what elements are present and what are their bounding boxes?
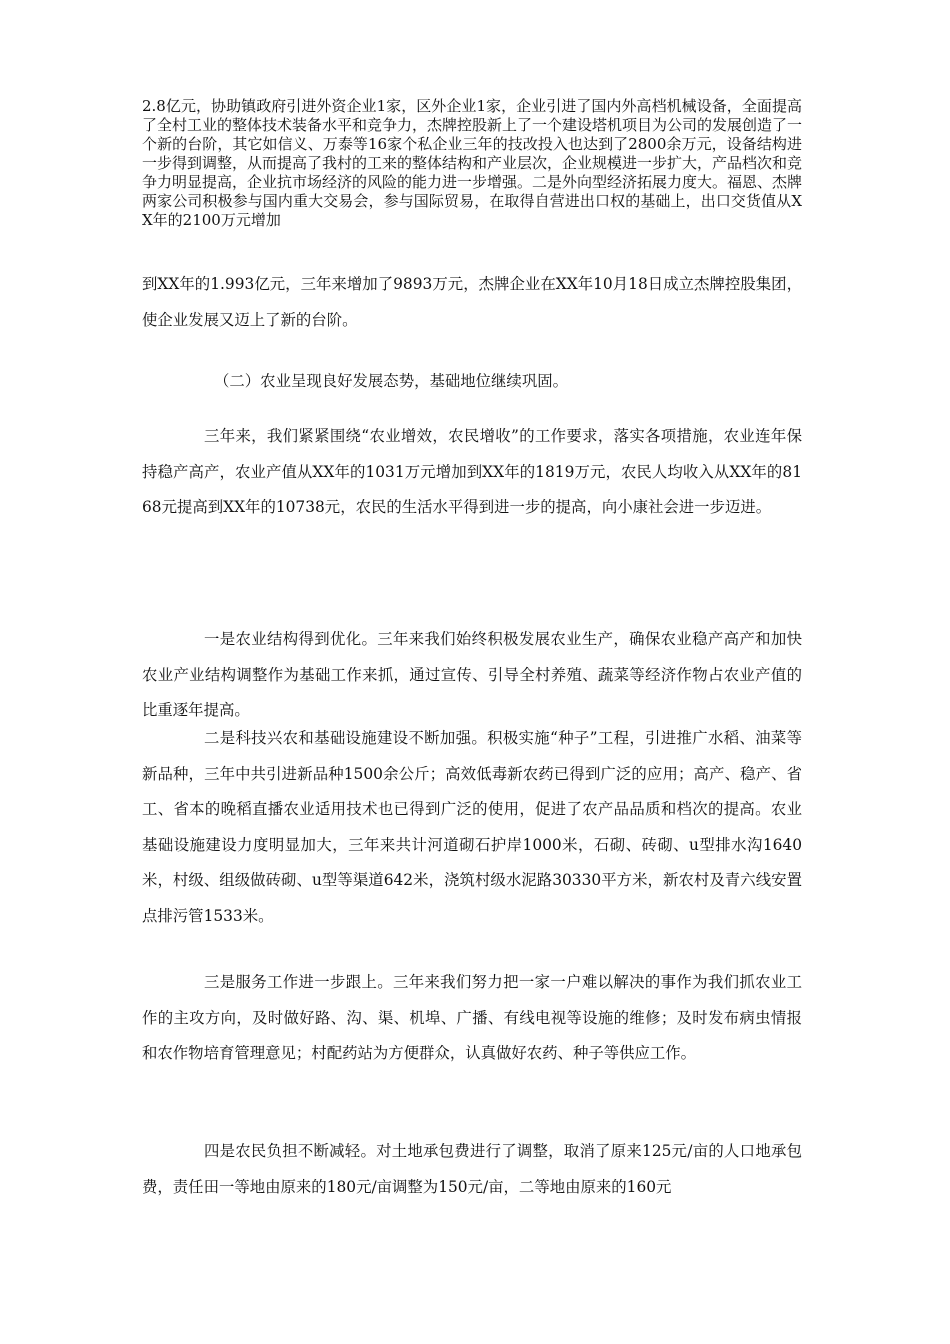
paragraph-point-three: 三是服务工作进一步跟上。三年来我们努力把一家一户难以解决的事作为我们抓农业工作的主攻方向，及时做好路、沟、渠、机埠、广播、有线电视等设施的维修；及时发布病虫情报和农作物培育管理意见；村配药站为方便群众，认真做好农药、种子等供应工作。	[142, 973, 802, 1062]
paragraph-point-one: 一是农业结构得到优化。三年来我们始终积极发展农业生产，确保农业稳产高产和加快农业产业结构调整作为基础工作来抓，通过宣传、引导全村养殖、蔬菜等经济作物占农业产值的比重逐年提高。	[142, 630, 802, 719]
paragraph-point-two: 二是科技兴农和基础设施建设不断加强。积极实施“种子”工程，引进推广水稻、油菜等新品种，三年中共引进新品种1500余公斤；高效低毒新农药已得到广泛的应用；高产、稳产、省工、省本的晚稻直播农业适用技术也已得到广泛的使用，促进了农产品品质和档次的提高。农业基础设施建设力度明显加大，三年来共计河道砌石护岸1000米，石砌、砖砌、u型排水沟1640米，村级、组级做砖砌、u型等渠道642米，浇筑村级水泥路30330平方米，新农村及青六线安置点排污管1533米。	[142, 729, 802, 925]
section-heading-agriculture: （二）农业呈现良好发展态势，基础地位继续巩固。	[214, 372, 568, 390]
paragraph-agriculture-overview: 三年来，我们紧紧围绕“农业增效，农民增收”的工作要求，落实各项措施，农业连年保持稳产高产，农业产值从XX年的1031万元增加到XX年的1819万元，农民人均收入从XX年的8168元提高到XX年的10738元，农民的生活水平得到进一步的提高，向小康社会进一步迈进。	[142, 427, 802, 516]
paragraph-export-continuation: 到XX年的1.993亿元，三年来增加了9893万元，杰牌企业在XX年10月18日成立杰牌控股集团，使企业发展又迈上了新的台阶。	[142, 275, 802, 329]
paragraph-point-four: 四是农民负担不断减轻。对土地承包费进行了调整，取消了原来125元/亩的人口地承包费，责任田一等地由原来的180元/亩调整为150元/亩，二等地由原来的160元	[142, 1142, 802, 1196]
paragraph-industry-summary: 2.8亿元，协助镇政府引进外资企业1家，区外企业1家，企业引进了国内外高档机械设备，全面提高了全村工业的整体技术装备水平和竞争力，杰牌控股新上了一个建设塔机项目为公司的发展创造了一个新的台阶，其它如信义、万泰等16家个私企业三年的技改投入也达到了2800余万元，设备结构进一步得到调整，从而提高了我村的工来的整体结构和产业层次，企业规模进一步扩大，产品档次和竞争力明显提高，企业抗市场经济的风险的能力进一步增强。二是外向型经济拓展力度大。福恩、杰牌两家公司积极参与国内重大交易会，参与国际贸易，在取得自营进出口权的基础上，出口交货值从XX年的2100万元增加	[142, 97, 803, 229]
